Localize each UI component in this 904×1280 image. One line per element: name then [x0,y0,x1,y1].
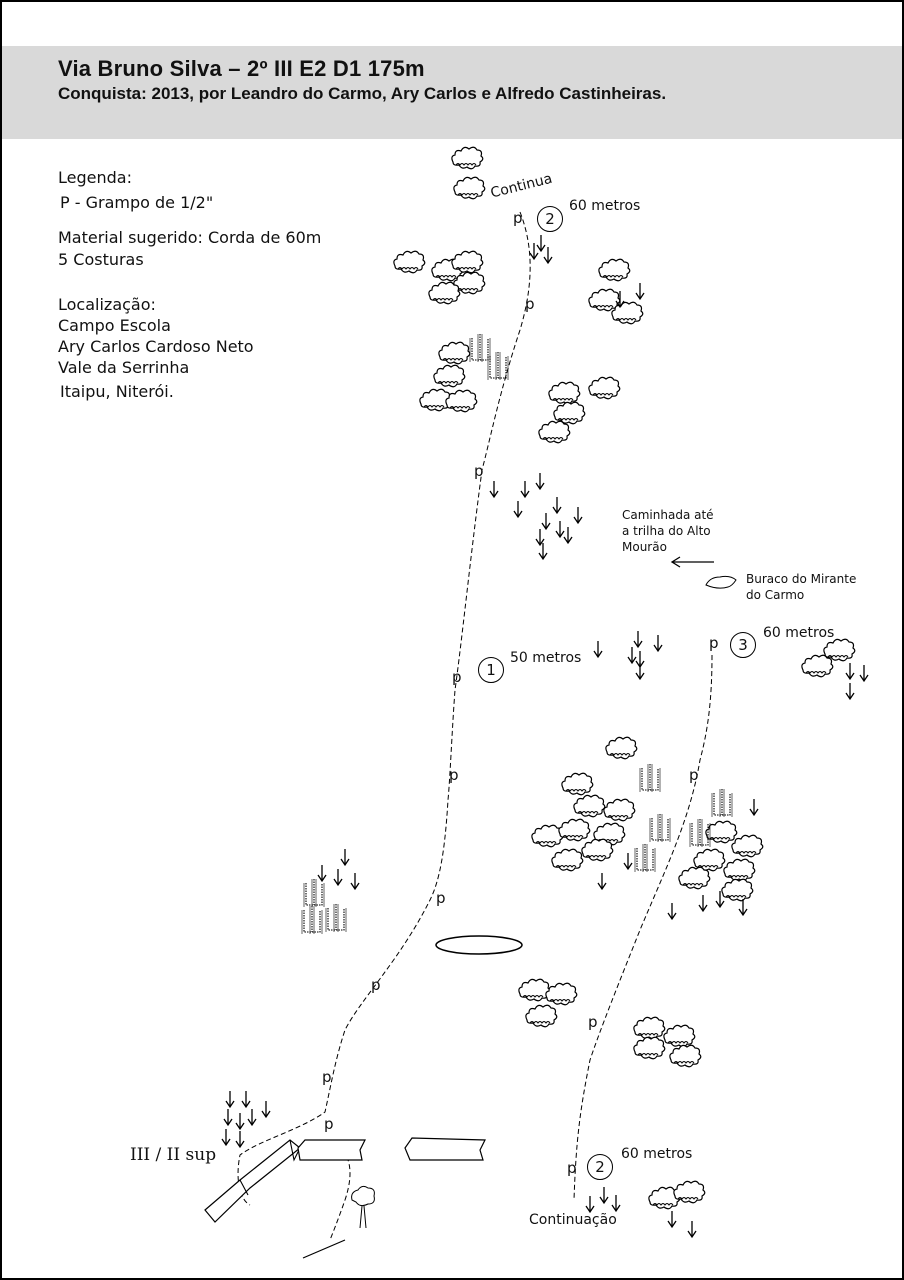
pitch-number: 2 [587,1154,613,1180]
bolt-marker: p [588,1013,598,1031]
legend-bolt: P - Grampo de 1/2" [60,193,214,212]
location-line: Vale da Serrinha [58,358,190,377]
bolt-marker: p [452,668,462,686]
grass-marks [222,235,868,1237]
bolt-marker: p [474,462,484,480]
pitch-number: 3 [730,632,756,658]
ledge-center [298,1140,365,1160]
mirante-label-line: Buraco do Mirante [746,572,857,586]
mirante-label [746,571,856,603]
mirante-hole [706,576,736,588]
route-line-main [238,212,530,1205]
location-line: Ary Carlos Cardoso Neto [58,337,254,356]
pitch-length: 60 metros [621,1146,693,1162]
material-rope: Material sugerido: Corda de 60m [58,228,322,247]
bolt-marker: p [709,634,719,652]
bolt-marker: p [324,1115,334,1133]
walk-label-line: Caminhada até [622,508,714,522]
ledge-left [205,1140,300,1222]
mirante-label-line: do Carmo [746,588,805,602]
walk-label [622,507,714,555]
location-line: Itaipu, Niterói. [60,382,174,401]
bolt-marker: p [436,889,446,907]
bolt-marker: p [371,976,381,994]
location-heading: Localização: [58,295,156,314]
bolt-marker: p [689,766,699,784]
continue-label: Continua [489,170,554,202]
tree-icon [352,1186,375,1228]
route-line-right [574,655,712,1200]
bolt-marker: p [567,1159,577,1177]
continuation-label: Continuação [529,1212,617,1228]
ledge-right [405,1138,485,1160]
location-line: Campo Escola [58,316,171,335]
bolt-marker: p [322,1068,332,1086]
pitch-number: 2 [537,206,563,232]
rock-hole [436,936,522,954]
bolt-marker: p [513,209,523,227]
material-quickdraws: 5 Costuras [58,250,144,269]
vegetation [394,147,855,1209]
bolt-marker: p [449,766,459,784]
route-title: Via Bruno Silva – 2º III E2 D1 175m [58,56,425,81]
walk-label-line: a trilha do Alto [622,524,711,538]
cactus-clumps [302,334,732,934]
walk-arrow [672,557,714,567]
pitch-number: 1 [478,657,504,683]
route-subtitle: Conquista: 2013, por Leandro do Carmo, Ary Carlos e Alfredo Castinheiras. [58,84,667,103]
pitch-length: 60 metros [763,625,835,641]
pitch-length: 50 metros [510,650,582,666]
pitch-length: 60 metros [569,198,641,214]
legend-heading: Legenda: [58,168,132,187]
start-grade: III / II sup [130,1145,217,1165]
bolt-marker: p [525,295,535,313]
walk-label-line: Mourão [622,540,667,554]
